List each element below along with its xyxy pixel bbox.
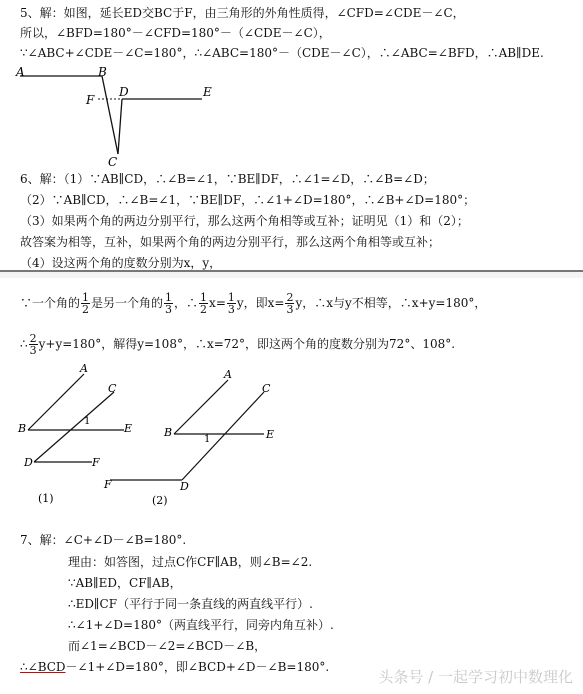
p6-line1: 6、解：（1）∵AB∥CD，∴∠B=∠1，∵BE∥DF，∴∠1=∠D，∴∠B=∠D； — [20, 172, 435, 186]
p7-line7: ∴∠BCD－∠1+∠D=180°，即∠BCD+∠D－∠B=180°. — [20, 660, 330, 674]
fraction: $\frac{2}{3}$ — [286, 291, 294, 316]
fig1-label-B: B — [18, 422, 27, 435]
fig2-label-1: 1 — [204, 434, 211, 445]
p5-label-B: B — [98, 65, 107, 79]
fig1-label-F: F — [92, 456, 100, 469]
p5-figure — [14, 62, 244, 172]
p5-label-E: E — [203, 85, 212, 99]
p5-label-D: D — [119, 85, 129, 99]
fig2-label-D: D — [180, 480, 189, 493]
p5-line3: ∵∠ABC+∠CDE－∠C=180°，∴∠ABC=180°－（CDE－∠C），∴∠ABC=∠BFD，∴AB∥DE. — [20, 46, 544, 60]
fig1-label-D: D — [24, 456, 33, 469]
p7-underlined-term: ∴∠BCD — [20, 660, 66, 674]
p7-line3: ∵AB∥ED，CF∥AB， — [68, 576, 182, 590]
p6-math-line2: ∴ $\frac{2}{3}$ y+y=180°，解得y=108°，∴x=72°，即这两个角的度数分别为72°、108°. — [20, 332, 456, 357]
p7-line1: 7、解：∠C+∠D－∠B=180°. — [20, 533, 187, 547]
p7-line5: ∴∠1+∠D=180°（两直线平行，同旁内角互补）. — [68, 618, 334, 632]
fig2-label-E: E — [266, 428, 275, 441]
p6-line5: （4）设这两个角的度数分别为x，y， — [20, 256, 222, 270]
p7-line4: ∴ED∥CF（平行于同一条直线的两直线平行）. — [68, 597, 313, 611]
p6-figures — [14, 362, 314, 512]
fraction: $\frac{1}{3}$ — [227, 291, 235, 316]
p5-line2: 所以，∠BFD=180°－∠CFD=180°－（∠CDE－∠C）， — [20, 26, 331, 40]
fig2-caption: (2) — [152, 494, 168, 507]
fraction: $\frac{2}{3}$ — [29, 332, 37, 357]
p5-label-C: C — [108, 155, 118, 169]
p7-line2: 理由：如答图，过点C作CF∥AB，则∠B=∠2. — [68, 555, 313, 569]
p5-label-A: A — [16, 65, 25, 79]
p5-line1: 5、解：如图，延长ED交BC于F，由三角形的外角性质得，∠CFD=∠CDE－∠C， — [20, 6, 465, 20]
p7-line6: 而∠1=∠BCD－∠2=∠BCD－∠B， — [68, 639, 267, 653]
fig1-label-C: C — [108, 382, 117, 395]
p6-line2: （2）∵AB∥CD，∴∠B=∠1，∵BE∥DF，∴∠1+∠D=180°，∴∠B+∠D=180°； — [20, 193, 476, 207]
p5-label-F: F — [86, 93, 95, 107]
fig1-label-A: A — [80, 362, 88, 375]
fig1-label-1: 1 — [84, 416, 91, 427]
fig2-label-F: F — [104, 478, 112, 491]
fig2-label-C: C — [262, 382, 271, 395]
fig2-label-A: A — [224, 368, 232, 381]
fig1-label-E: E — [124, 422, 133, 435]
watermark: 头条号 / 一起学习初中数理化 — [378, 668, 573, 686]
p6-line4: 故答案为相等，互补，如果两个角的两边分别平行，那么这两个角相等或互补； — [20, 235, 441, 249]
fraction: $\frac{1}{3}$ — [165, 291, 173, 316]
fraction: $\frac{1}{2}$ — [82, 291, 90, 316]
p6-line3: （3）如果两个角的两边分别平行，那么这两个角相等或互补；证明见（1）和（2）； — [20, 214, 469, 228]
fraction: $\frac{1}{2}$ — [200, 291, 208, 316]
p6-math-line1: ∵一个角的 $\frac{1}{2}$ 是另一个角的 $\frac{1}{3}$ ，∴ $\frac{1}{2}$ x= $\frac{1}{3}$ y，即x= $\frac{2}{3}$ y，∴x与y不相等，∴x+y=180°， — [20, 291, 487, 316]
fig1-caption: (1) — [38, 492, 54, 505]
page-gap — [0, 272, 583, 278]
fig2-label-B: B — [164, 426, 173, 439]
